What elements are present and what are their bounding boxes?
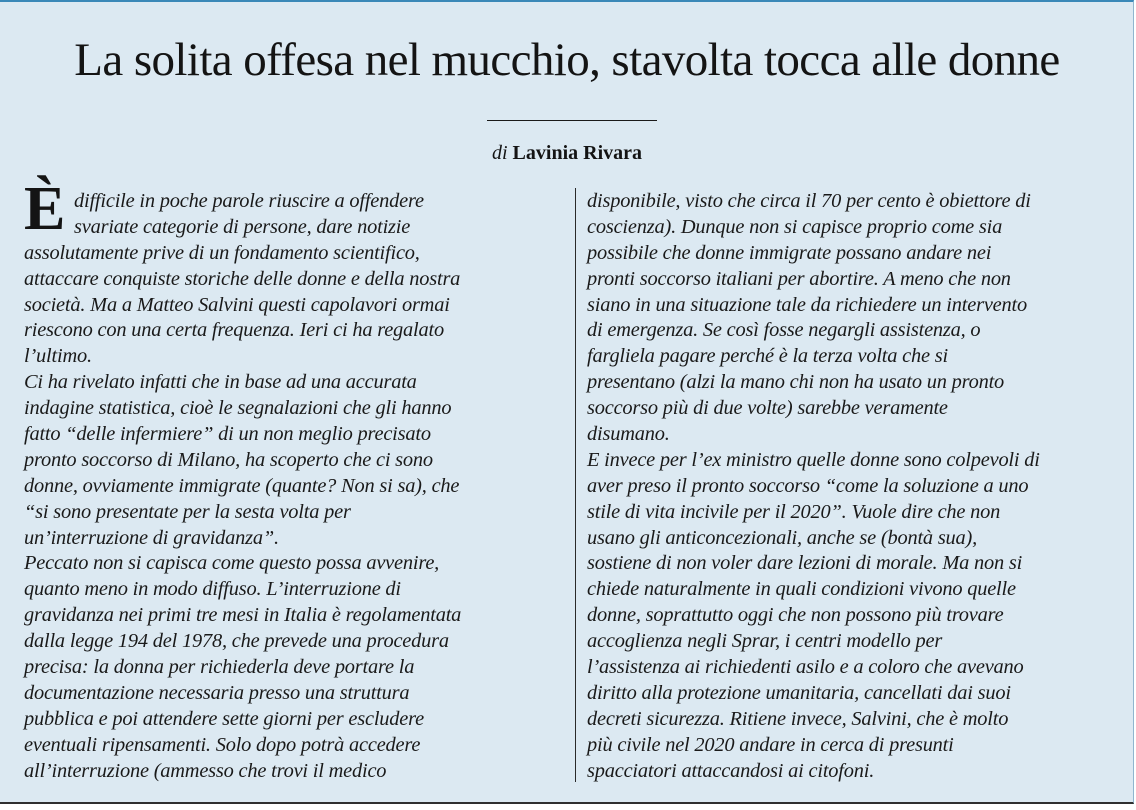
right-line: l’assistenza ai richiedenti asilo e a coloro che avevano bbox=[587, 656, 1024, 679]
left-line: gravidanza nei primi tre mesi in Italia è regolamentata bbox=[24, 604, 462, 627]
right-line: disumano. bbox=[587, 423, 670, 446]
right-line: presentano (alzi la mano chi non ha usato un pronto bbox=[587, 371, 1005, 394]
headline: La solita offesa nel mucchio, stavolta tocca alle donne bbox=[74, 34, 1060, 86]
right-line: possibile che donne immigrate possano andare nei bbox=[587, 241, 992, 264]
left-line: assolutamente prive di un fondamento scientifico, bbox=[24, 241, 420, 264]
right-column bbox=[587, 189, 1122, 784]
left-line: l’ultimo. bbox=[24, 345, 92, 368]
left-line: indagine statistica, cioè le segnalazioni che gli hanno bbox=[24, 397, 452, 420]
right-line: fargliela pagare perché è la terza volta che si bbox=[587, 345, 948, 368]
right-line: decreti sicurezza. Ritiene invece, Salvini, che è molto bbox=[587, 707, 1009, 730]
right-line: coscienza). Dunque non si capisce proprio come sia bbox=[587, 215, 1003, 238]
left-line: pubblica e poi attendere sette giorni per escludere bbox=[24, 707, 424, 730]
left-line: attaccare conquiste storiche delle donne e della nostra bbox=[24, 267, 461, 290]
right-line: siano in una situazione tale da richiedere un intervento bbox=[587, 293, 1027, 316]
right-line: disponibile, visto che circa il 70 per cento è obiettore di bbox=[587, 190, 1031, 212]
byline-prefix: di bbox=[491, 142, 508, 164]
left-line: quanto meno in modo diffuso. L’interruzione di bbox=[24, 578, 401, 601]
right-line: sostiene di non voler dare lezioni di morale. Ma non si bbox=[587, 552, 1023, 575]
right-line: stile di vita incivile per il 2020”. Vuole dire che non bbox=[587, 500, 1001, 523]
left-line: Ci ha rivelato infatti che in base ad una accurata bbox=[24, 371, 417, 394]
left-line: pronto soccorso di Milano, ha scoperto che ci sono bbox=[24, 448, 433, 471]
left-line: Peccato non si capisca come questo possa avvenire, bbox=[24, 552, 440, 575]
left-line: donne, ovviamente immigrate (quante? Non si sa), che bbox=[24, 474, 460, 497]
left-line: società. Ma a Matteo Salvini questi capolavori ormai bbox=[24, 293, 450, 316]
right-line: spacciatori attaccandosi ai citofoni. bbox=[587, 759, 875, 782]
byline-author: Lavinia Rivara bbox=[512, 142, 642, 164]
left-line: precisa: la donna per richiederla deve portare la bbox=[24, 656, 415, 679]
right-line: donne, soprattutto oggi che non possono più trovare bbox=[587, 604, 1004, 627]
right-line: diritto alla protezione umanitaria, cancellati dai suoi bbox=[587, 681, 1011, 704]
left-line: documentazione necessaria presso una struttura bbox=[24, 681, 410, 704]
right-line: accoglienza negli Sprar, i centri modello per bbox=[587, 630, 943, 653]
left-line: “si sono presentate per la sesta volta per bbox=[24, 500, 351, 523]
left-column bbox=[24, 189, 570, 784]
left-line: dalla legge 194 del 1978, che prevede una procedura bbox=[24, 630, 449, 653]
right-line: pronti soccorso italiani per abortire. A meno che non bbox=[587, 267, 1011, 290]
right-line: E invece per l’ex ministro quelle donne sono colpevoli di bbox=[587, 448, 1040, 471]
left-line: svariate categorie di persone, dare notizie bbox=[74, 215, 411, 238]
left-line: difficile in poche parole riuscire a offendere bbox=[74, 190, 424, 212]
left-line: all’interruzione (ammesso che trovi il medico bbox=[24, 759, 387, 782]
right-line: aver preso il pronto soccorso “come la soluzione a uno bbox=[587, 474, 1029, 497]
byline bbox=[0, 140, 1134, 166]
column-divider bbox=[575, 188, 576, 782]
right-line: usano gli anticoncezionali, anche se (bontà sua), bbox=[587, 526, 978, 549]
right-line: più civile nel 2020 andare in cerca di presunti bbox=[587, 733, 954, 756]
left-line: riescono con una certa frequenza. Ieri ci ha regalato bbox=[24, 319, 444, 342]
headline-rule bbox=[487, 120, 657, 121]
left-line: fatto “delle infermiere” di un non meglio precisato bbox=[24, 423, 431, 446]
left-line: un’interruzione di gravidanza”. bbox=[24, 526, 279, 549]
left-line: eventuali ripensamenti. Solo dopo potrà accedere bbox=[24, 733, 421, 756]
right-line: di emergenza. Se così fosse negargli assistenza, o bbox=[587, 319, 981, 342]
right-line: soccorso più di due volte) sarebbe veramente bbox=[587, 397, 948, 420]
drop-cap: È bbox=[24, 175, 66, 243]
right-line: chiede naturalmente in quali condizioni vivono quelle bbox=[587, 578, 1016, 601]
